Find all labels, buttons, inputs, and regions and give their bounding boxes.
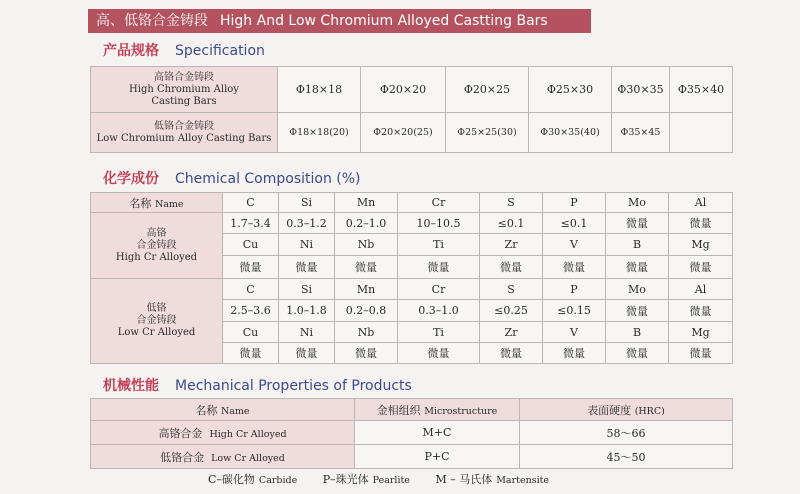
chem-header-cell: C [223, 193, 279, 213]
chem-cell: 1.7–3.4 [223, 213, 279, 234]
mech-heading-cn: 机械性能 [103, 378, 159, 394]
chem-cell: Ni [279, 322, 335, 343]
chem-cell: 微量 [669, 256, 733, 279]
spec-table [90, 66, 733, 153]
legend-pearlite-en: Pearlite [372, 475, 410, 486]
chem-cell: V [543, 234, 606, 256]
mech-heading-en: Mechanical Properties of Products [175, 378, 412, 394]
legend-carbide-cn: C–碳化物 [208, 473, 255, 486]
legend-martensite-en: Martensite [496, 475, 550, 486]
spec-heading-en: Specification [175, 43, 265, 59]
mech-low-en: Low Cr Alloyed [211, 452, 285, 464]
chem-cell: 微量 [543, 343, 606, 364]
title-cn: 高、低铬合金铸段 [96, 13, 208, 29]
chem-high-en: High Cr Alloyed [115, 251, 198, 263]
legend-martensite-cn: M – 马氏体 [435, 473, 493, 486]
chem-cell: 微量 [279, 343, 335, 364]
chem-heading-en: Chemical Composition (%) [175, 171, 361, 187]
chem-heading-cn: 化学成份 [103, 171, 159, 187]
chem-cell: Nb [335, 322, 398, 343]
chem-cell: C [223, 279, 279, 300]
chem-cell: 微量 [223, 256, 279, 279]
chem-cell: Zr [480, 322, 543, 343]
chem-cell: 微量 [669, 213, 733, 234]
legend-footer [208, 471, 571, 487]
mech-high-en: High Cr Alloyed [209, 428, 287, 440]
mech-low-cn: 低铬合金 [160, 450, 205, 464]
chem-cell: Cr [398, 279, 480, 300]
chem-cell: 微量 [669, 300, 733, 322]
mech-header-hrc [520, 399, 733, 421]
chem-cell: Ni [279, 234, 335, 256]
chem-cell: Ti [398, 234, 480, 256]
document-title-bar [88, 9, 591, 33]
chem-cell: Al [669, 279, 733, 300]
spec-cell: Φ20×20(25) [361, 113, 446, 153]
spec-cell: Φ35×45 [612, 113, 670, 153]
chem-cell: 微量 [606, 343, 669, 364]
spec-high-en: High Chromium Alloy Casting Bars [129, 83, 239, 107]
mech-cell: P+C [355, 445, 520, 469]
chem-name-cn: 名称 [129, 196, 152, 210]
spec-cell: Φ30×35(40) [529, 113, 612, 153]
mech-row-high-label [91, 421, 355, 445]
chem-cell: 微量 [335, 343, 398, 364]
chem-cell: 微量 [543, 256, 606, 279]
chem-high-label [91, 213, 223, 279]
spec-cell [670, 113, 733, 153]
mech-cell: 58～66 [520, 421, 733, 445]
spec-low-cn: 低铬合金铸段 [154, 120, 214, 132]
mech-cell: M+C [355, 421, 520, 445]
spec-high-cn: 高铬合金铸段 [154, 71, 214, 83]
chem-cell: Si [279, 279, 335, 300]
chem-cell: 微量 [606, 300, 669, 322]
title-en: High And Low Chromium Alloyed Castting Bars [220, 13, 548, 29]
chem-high-cn2: 合金铸段 [136, 239, 177, 251]
chem-cell: Mo [606, 279, 669, 300]
chem-cell: 微量 [398, 256, 480, 279]
mech-header-hrc-en: (HRC) [634, 405, 665, 417]
spec-cell: Φ25×25(30) [446, 113, 529, 153]
chem-header-cell: Cr [398, 193, 480, 213]
chem-cell: Zr [480, 234, 543, 256]
chem-header-cell: Si [279, 193, 335, 213]
chem-cell: 微量 [606, 213, 669, 234]
chem-cell: Mg [669, 234, 733, 256]
chem-header-cell: Mo [606, 193, 669, 213]
legend-pearlite-cn: P–珠光体 [322, 473, 369, 486]
chem-cell: 0.2–0.8 [335, 300, 398, 322]
mech-row-low-label [91, 445, 355, 469]
chem-cell: Nb [335, 234, 398, 256]
chem-cell: ≤0.15 [543, 300, 606, 322]
mech-header-micro [355, 399, 520, 421]
spec-row-high-label [91, 67, 278, 113]
chem-header-cell: Mn [335, 193, 398, 213]
mech-header-name-cn: 名称 [195, 403, 218, 417]
chem-header-cell: Al [669, 193, 733, 213]
spec-heading-cn: 产品规格 [103, 43, 159, 59]
chem-cell: P [543, 279, 606, 300]
spec-row-low-label [91, 113, 278, 153]
mech-heading [103, 375, 412, 395]
chem-header-cell: P [543, 193, 606, 213]
spec-cell: Φ35×40 [670, 67, 733, 113]
chem-cell: Ti [398, 322, 480, 343]
chem-name-header [91, 193, 223, 213]
mech-cell: 45～50 [520, 445, 733, 469]
mech-table [90, 398, 733, 469]
spec-cell: Φ30×35 [612, 67, 670, 113]
chem-name-en: Name [154, 198, 184, 210]
spec-cell: Φ20×25 [446, 67, 529, 113]
chem-cell: S [480, 279, 543, 300]
chem-header-cell: S [480, 193, 543, 213]
chem-heading [103, 168, 361, 188]
chem-high-cn1: 高铬 [146, 227, 167, 239]
chem-cell: ≤0.1 [480, 213, 543, 234]
spec-low-en: Low Chromium Alloy Casting Bars [96, 132, 272, 144]
chem-cell: Cu [223, 322, 279, 343]
chem-cell: 0.3–1.0 [398, 300, 480, 322]
chem-table [90, 192, 733, 364]
mech-header-name [91, 399, 355, 421]
chem-low-en: Low Cr Alloyed [117, 327, 196, 338]
chem-cell: 0.3–1.2 [279, 213, 335, 234]
spec-heading [103, 40, 265, 60]
chem-cell: 0.2–1.0 [335, 213, 398, 234]
chem-cell: V [543, 322, 606, 343]
chem-cell: Mn [335, 279, 398, 300]
spec-cell: Φ18×18 [278, 67, 361, 113]
chem-cell: 微量 [223, 343, 279, 364]
spec-cell: Φ20×20 [361, 67, 446, 113]
chem-low-cn2: 合金铸段 [136, 315, 177, 326]
chem-cell: Cu [223, 234, 279, 256]
chem-cell: ≤0.25 [480, 300, 543, 322]
chem-cell: B [606, 322, 669, 343]
mech-header-hrc-cn: 表面硬度 [587, 403, 632, 417]
chem-cell: 2.5–3.6 [223, 300, 279, 322]
chem-cell: Mg [669, 322, 733, 343]
mech-header-micro-cn: 金相组织 [376, 403, 421, 417]
chem-cell: 微量 [398, 343, 480, 364]
legend-carbide-en: Carbide [258, 475, 298, 486]
spec-cell: Φ18×18(20) [278, 113, 361, 153]
spec-cell: Φ25×30 [529, 67, 612, 113]
chem-cell: 微量 [606, 256, 669, 279]
chem-cell: 微量 [480, 343, 543, 364]
chem-cell: 10–10.5 [398, 213, 480, 234]
chem-cell: 微量 [335, 256, 398, 279]
mech-high-cn: 高铬合金 [158, 426, 203, 440]
chem-cell: 1.0–1.8 [279, 300, 335, 322]
mech-header-name-en: Name [220, 405, 250, 417]
chem-low-cn1: 低铬 [146, 303, 167, 314]
chem-cell: ≤0.1 [543, 213, 606, 234]
mech-header-micro-en: Microstructure [424, 405, 498, 417]
chem-low-label [91, 279, 223, 364]
chem-cell: B [606, 234, 669, 256]
chem-cell: 微量 [279, 256, 335, 279]
chem-cell: 微量 [480, 256, 543, 279]
chem-cell: 微量 [669, 343, 733, 364]
